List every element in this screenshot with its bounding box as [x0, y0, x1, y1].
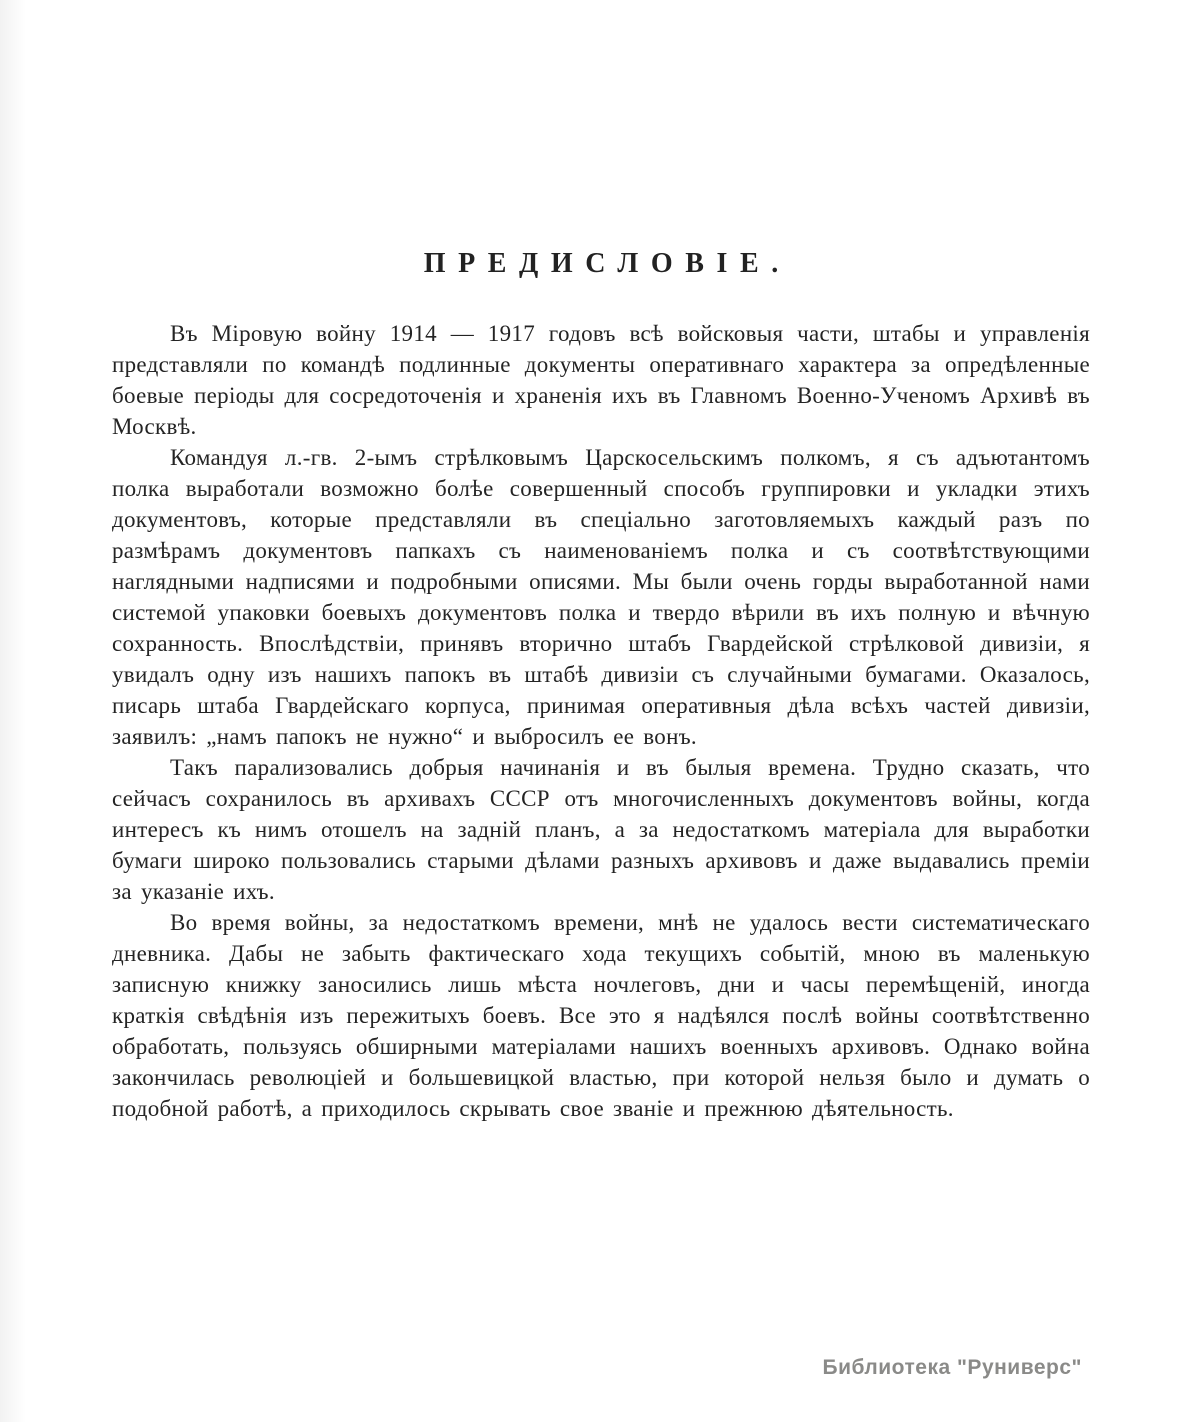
preface-text — [112, 318, 1090, 1124]
paragraph-3: Такъ парализовались добрыя начинанія и въ былыя времена. Трудно сказать, что сейчасъ сохранилось въ архивахъ СССР отъ многочисленныхъ документовъ войны, когда интересъ къ нимъ отошелъ на задній планъ, а за недостаткомъ матеріала для выработки бумаги широко пользовались старыми дѣлами разныхъ архивовъ и даже выдавались преміи за указаніе ихъ. — [112, 755, 1090, 904]
paragraph-2: Командуя л.-гв. 2-ымъ стрѣлковымъ Царскосельскимъ полкомъ, я съ адъютантомъ полка выработали возможно болѣе совершенный способъ группировки и укладки этихъ документовъ, которые представляли въ спеціально заготовляемыхъ каждый разъ по размѣрамъ документовъ папкахъ съ наименованіемъ полка и съ соотвѣтствующими наглядными надписями и подробными описями. Мы были очень горды выработанной нами системой упаковки боевыхъ документовъ полка и твердо вѣрили въ ихъ полную и вѣчную сохранность. Впослѣдствіи, принявъ вторично штабъ Гвардейской стрѣлковой дивизіи, я увидалъ одну изъ нашихъ папокъ въ штабѣ дивизіи съ случайными бумагами. Оказалось, писарь штаба Гвардейскаго корпуса, принимая оперативныя дѣла всѣхъ частей дивизіи, заявилъ: „намъ папокъ не нужно“ и выбросилъ ее вонъ. — [112, 445, 1090, 749]
page-content — [112, 248, 1090, 1124]
paragraph-1: Въ Міровую войну 1914 — 1917 годовъ всѣ войсковыя части, штабы и управленія представляли по командѣ подлинные документы оперативнаго характера за опредѣленные боевые періоды для сосредоточенія и храненія ихъ въ Главномъ Военно-Ученомъ Архивѣ въ Москвѣ. — [112, 321, 1090, 439]
page-title: ПРЕДИСЛОВІЕ. — [423, 248, 791, 279]
library-watermark: Библиотека "Руниверс" — [822, 1356, 1082, 1379]
paragraph-4: Во время войны, за недостаткомъ времени, мнѣ не удалось вести систематическаго дневника. Дабы не забыть фактическаго хода текущихъ событій, мною въ маленькую записную книжку заносились лишь мѣста ночлеговъ, дни и часы перемѣщеній, иногда краткія свѣдѣнія изъ пережитыхъ боевъ. Все это я надѣялся послѣ войны соотвѣтственно обработать, пользуясь обширными матеріалами нашихъ военныхъ архивовъ. Однако война закончилась революціей и большевицкой властью, при которой нельзя было и думать о подобной работѣ, а приходилось скрывать свое званіе и прежнюю дѣятельность. — [112, 910, 1090, 1121]
